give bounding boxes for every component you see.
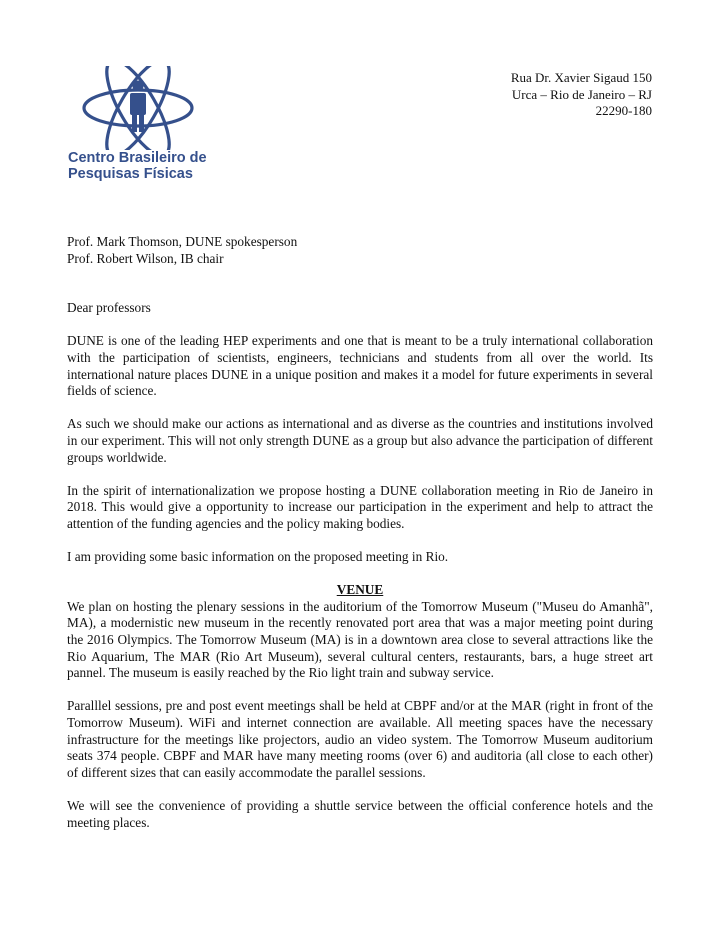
paragraph-diversity: As such we should make our actions as international and as diverse as the countries and institutions involved in our experiment. This will not only strength DUNE as a group but also advance the participation of different groups worldwide. <box>67 416 653 465</box>
address-street: Rua Dr. Xavier Sigaud 150 <box>510 70 652 85</box>
recipients <box>67 234 653 267</box>
atom-person-logo-icon <box>80 66 196 150</box>
org-name-line-1: Centro Brasileiro de <box>68 150 207 166</box>
recipient-1: Prof. Mark Thomson, DUNE spokesperson <box>67 234 298 249</box>
address-city: Urca – Rio de Janeiro – RJ <box>511 86 652 102</box>
organization-name <box>68 150 238 182</box>
paragraph-venue: We plan on hosting the plenary sessions in the auditorium of the Tomorrow Museum ("Museu do Amanhã", MA), a modernistic new museum in the recently renovated port area that was a major meeting point during the 2016 Olympics. The Tomorrow Museum (MA) is in a downtown area close to several attractions like the Rio Aquarium, The MAR (Rio Art Museum), several cultural centers, restaurants, bars, a huge street art pannel. The museum is easily reached by the Rio light train and subway service. <box>67 598 653 681</box>
paragraph-proposal: In the spirit of internationalization we propose hosting a DUNE collaboration meeting in Rio de Janeiro in 2018. This would give a opportunity to increase our participation in the experiment and help to attract the attention of the funding agencies and the policy making bodies. <box>67 482 653 531</box>
sender-address <box>511 70 652 120</box>
address-postal-code: 22290-180 <box>595 103 652 118</box>
org-name-line-2: Pesquisas Físicas <box>68 166 193 182</box>
letter-body <box>67 234 653 848</box>
paragraph-shuttle: We will see the convenience of providing a shuttle service between the official conference hotels and the meeting places. <box>67 798 653 830</box>
venue-heading: VENUE <box>336 582 384 598</box>
paragraph-parallel-sessions: Paralllel sessions, pre and post event meetings shall be held at CBPF and/or at the MAR (right in front of the Tomorrow Museum). WiFi and internet connection are available. All meeting spaces have the necessary infrastructure for the meetings like projectors, audio an video system. The Tomorrow Museum auditorium seats 374 people. CBPF and MAR have many meeting rooms (over 6) and auditoria (all close to each other) of different sizes that can easily accommodate the parallel sessions. <box>67 698 653 780</box>
recipient-2: Prof. Robert Wilson, IB chair <box>67 250 224 266</box>
paragraph-intro: DUNE is one of the leading HEP experiments and one that is meant to be a truly international collaboration with the participation of scientists, engineers, technicians and students from all over the world. Its international nature places DUNE in a unique position and makes it a model for future experiments in several fields of science. <box>67 333 653 399</box>
paragraph-info: I am providing some basic information on the proposed meeting in Rio. <box>67 549 449 565</box>
salutation: Dear professors <box>67 300 151 316</box>
